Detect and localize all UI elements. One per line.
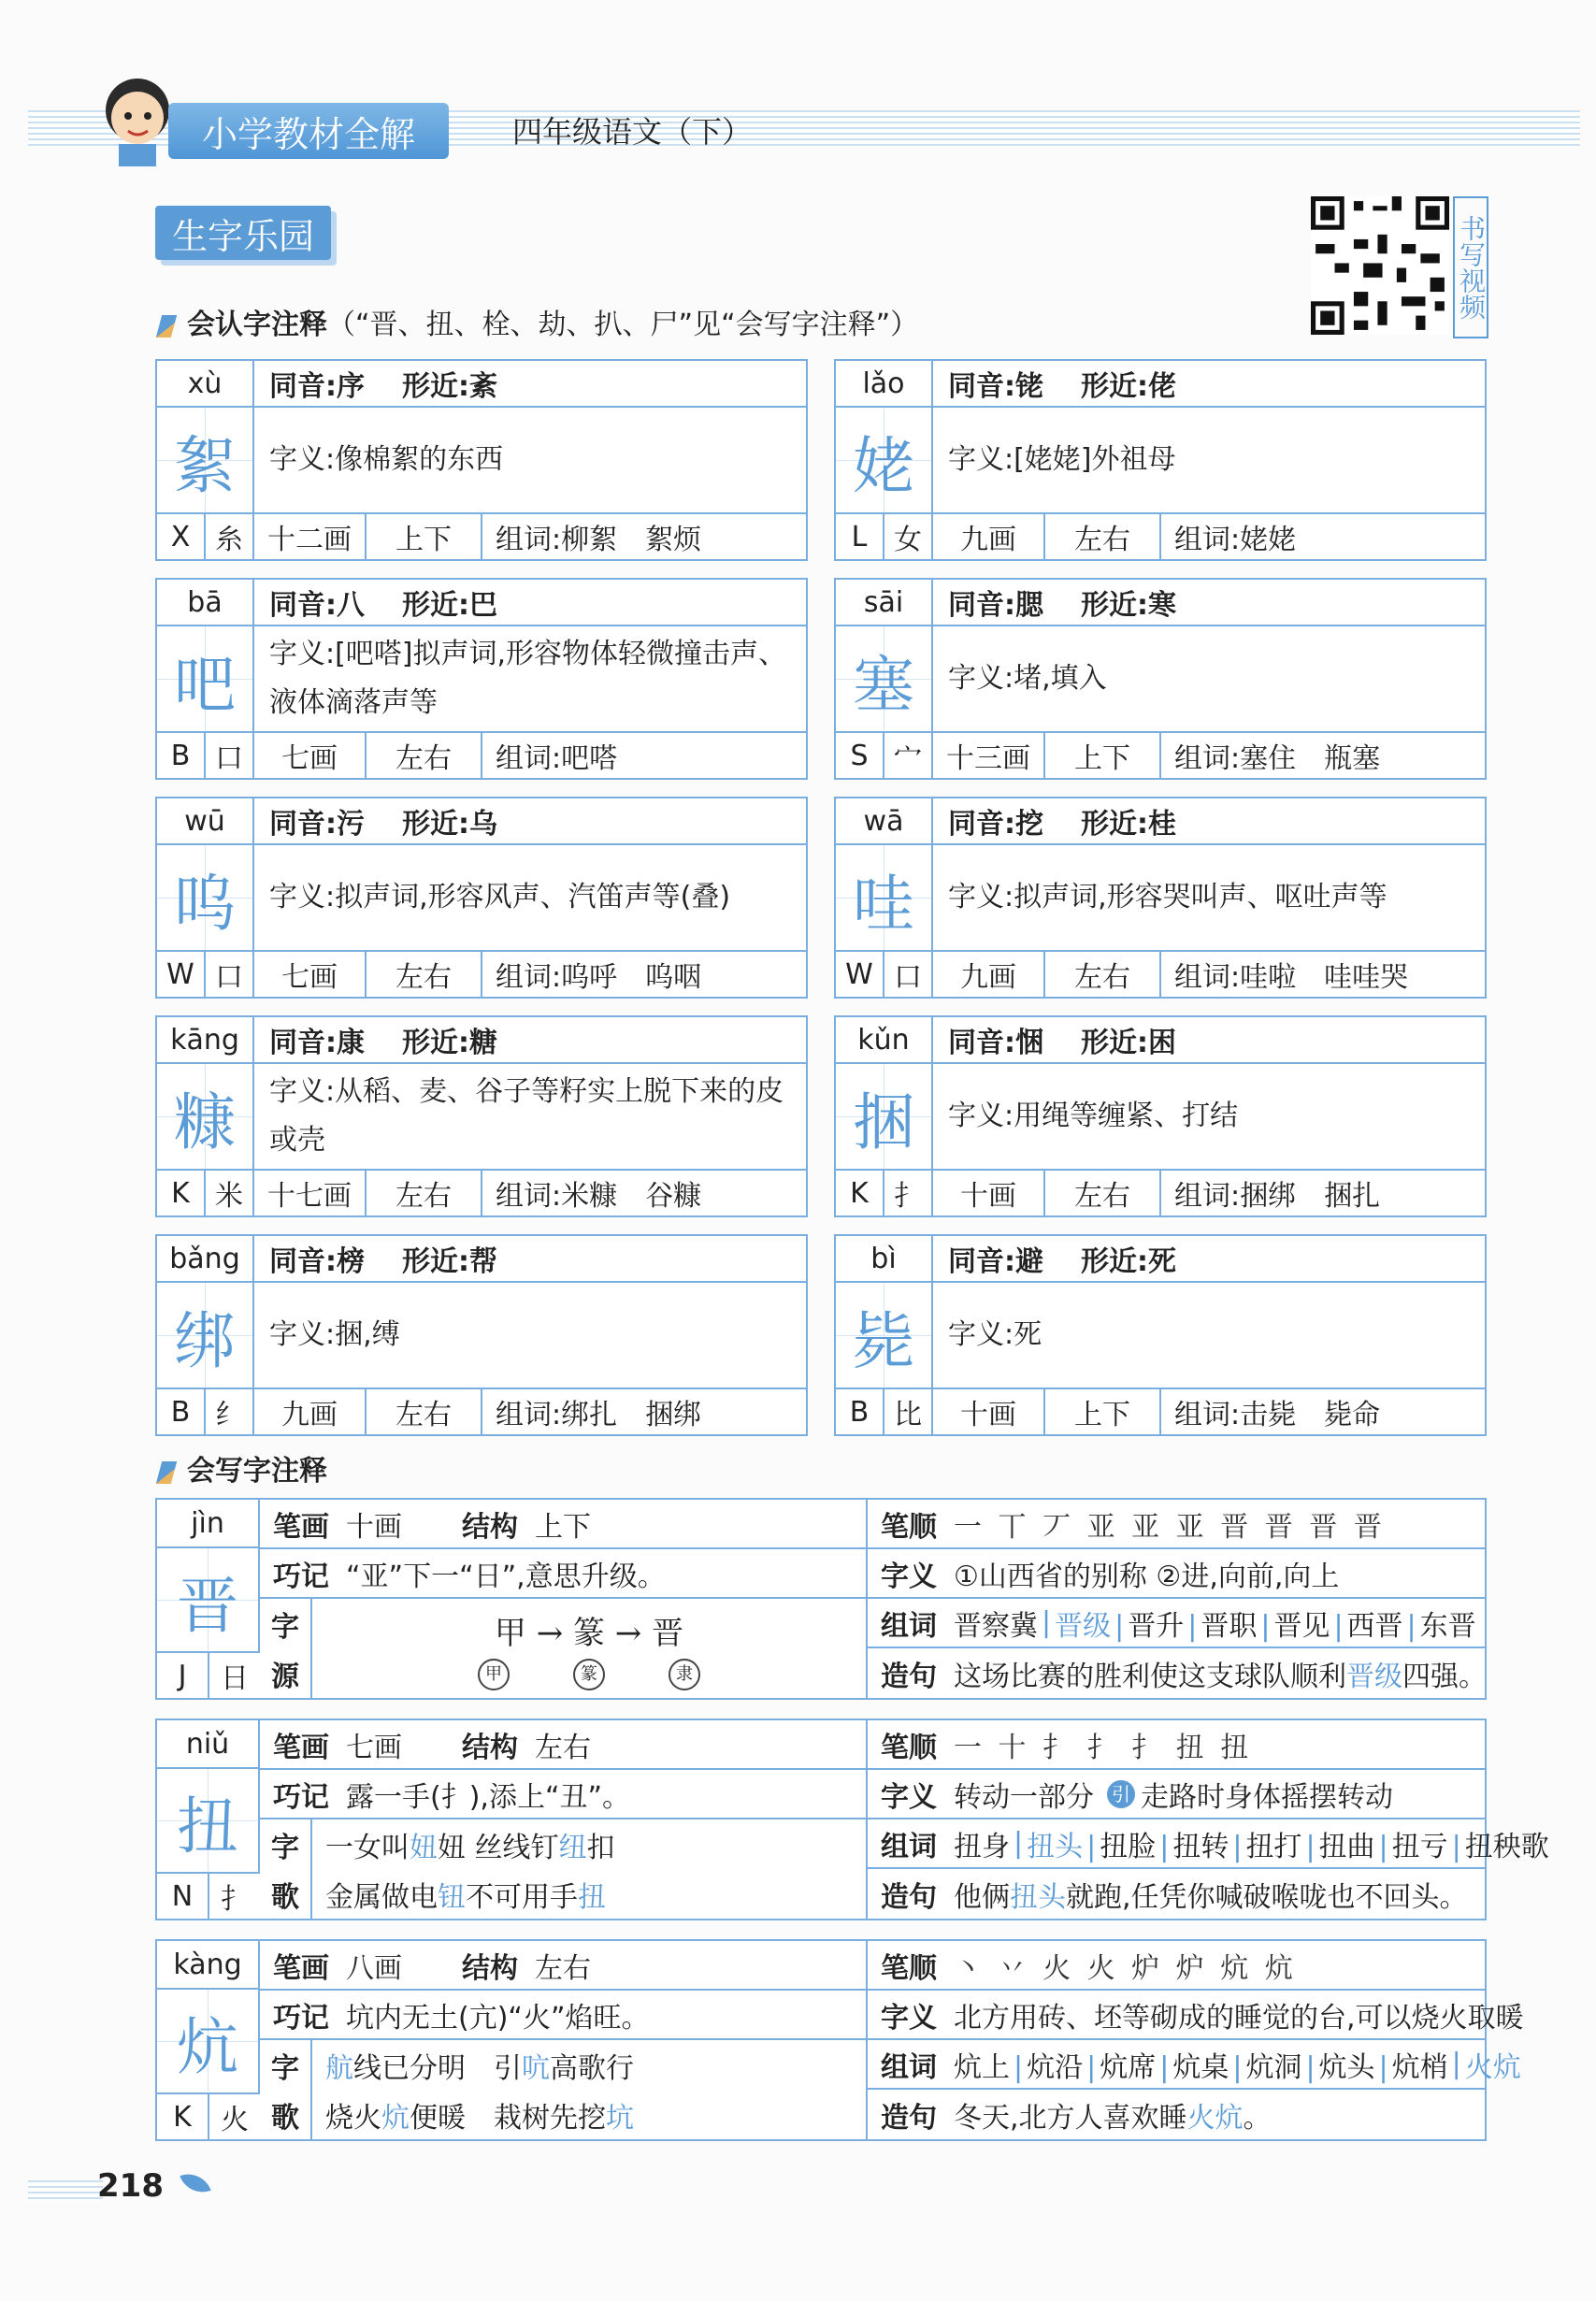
homophone-similar-row	[933, 798, 1485, 845]
words-row: 组词 炕上 | 炕沿 | 炕席 | 炕桌 | 炕洞 | 炕头 | 炕梢 | 火炕	[868, 2040, 1485, 2090]
sentence-post: 四强。	[1402, 1660, 1487, 1693]
structure: 上下	[1045, 733, 1161, 778]
info-row	[157, 1389, 806, 1434]
similar-form: 形近:寒	[1081, 589, 1176, 622]
evolution-script-names	[446, 1659, 732, 1690]
initial-letter: B	[836, 1389, 884, 1434]
tip-label: 巧记	[273, 2001, 329, 2035]
meaning: 字义:从稻、麦、谷子等籽实上脱下来的皮或壳	[254, 1064, 806, 1171]
song-text: 不可用手	[466, 1880, 578, 1914]
similar-form: 形近:桂	[1081, 808, 1176, 841]
homophone: 同音:避	[948, 1245, 1043, 1278]
radical: 日	[221, 1662, 249, 1695]
word: 西晋	[1346, 1609, 1403, 1643]
song-text: 扣	[586, 1831, 615, 1864]
words: 组词:米糠 谷糠	[496, 1180, 702, 1213]
word: 晋职	[1201, 1609, 1258, 1643]
sentence-pre: 这场比赛的胜利使这支球队顺利	[954, 1660, 1346, 1693]
meaning: 字义:用绳等缠紧、打结	[933, 1064, 1485, 1171]
similar-form: 形近:帮	[402, 1245, 497, 1278]
pinyin: bì	[836, 1236, 933, 1283]
stroke-count: 十二画	[254, 514, 367, 559]
song-highlight: 航	[325, 2051, 353, 2085]
strokes-value: 八画	[346, 1951, 402, 1985]
song-label	[260, 1819, 312, 1919]
info-row	[157, 514, 806, 559]
character: 姥	[836, 408, 933, 514]
char-card-wū	[155, 797, 808, 999]
sentence-highlight: 扭头	[1010, 1880, 1066, 1914]
homophone-similar-row	[254, 798, 806, 845]
radical: 口	[206, 733, 254, 778]
stroke-count: 十画	[933, 1171, 1045, 1215]
radical: 女	[884, 514, 933, 559]
strokes-label: 笔画	[273, 1731, 329, 1764]
song-label-b: 歌	[271, 2101, 299, 2135]
sentence-post: 就跑,任凭你喊破喉咙也不回头。	[1066, 1880, 1468, 1914]
word-highlight: 扭头	[1027, 1830, 1084, 1863]
recognize-heading	[159, 301, 918, 342]
stroke-count: 九画	[933, 952, 1045, 997]
section-title: 生字乐园	[155, 206, 331, 260]
stroke-order: 一 丅 丆 亚 亚 亚 晋 晋 晋 晋	[954, 1510, 1386, 1544]
structure-value: 上下	[535, 1510, 591, 1544]
word: 炕梢	[1391, 2050, 1448, 2084]
pinyin: kāng	[157, 1017, 254, 1064]
stroke-order: 丶 丷 火 火 炉 炉 炕 炕	[954, 1951, 1297, 1985]
pinyin: xù	[157, 361, 254, 408]
left-panel	[260, 1720, 868, 1919]
pinyin: wā	[836, 798, 933, 845]
radical: 米	[206, 1171, 254, 1215]
stroke-order-row	[868, 1941, 1485, 1991]
tip-row	[260, 1770, 866, 1819]
initial-letter: X	[157, 514, 206, 559]
homophone-similar-row	[254, 580, 806, 626]
words: 组词:吧嗒	[496, 742, 618, 775]
meaning: 字义:拟声词,形容哭叫声、呕吐声等	[933, 845, 1485, 952]
char-card-xù	[155, 359, 808, 561]
recognize-note: （“晋、扭、栓、劫、扒、尸”见“会写字注释”）	[327, 309, 919, 341]
strokes-value: 十画	[346, 1510, 402, 1544]
strokes-label: 笔画	[273, 1951, 329, 1985]
homophone: 同音:铑	[948, 370, 1043, 403]
song-highlight: 钮	[438, 1880, 466, 1914]
homophone: 同音:挖	[948, 808, 1043, 841]
tip-text: 露一手(扌),添上“丑”。	[346, 1780, 631, 1814]
pinyin: lǎo	[836, 361, 933, 408]
character: 炕	[157, 1990, 260, 2094]
write-card-niu	[155, 1719, 1549, 1920]
word: 扭打	[1245, 1830, 1302, 1863]
meaning: 字义:像棉絮的东西	[254, 408, 806, 514]
char-card-sāi	[834, 578, 1487, 780]
qr-video-label: 书写视频	[1453, 196, 1488, 338]
words: 组词:捆绑 捆扎	[1174, 1180, 1381, 1213]
character: 哇	[836, 845, 933, 952]
similar-form: 形近:紊	[402, 370, 497, 403]
radical: 火	[221, 2104, 249, 2136]
meaning-label: 字义	[881, 1780, 937, 1814]
sentence-post: 。	[1243, 2101, 1272, 2135]
song-highlight: 坑	[606, 2101, 634, 2135]
structure: 左右	[1045, 1171, 1161, 1215]
homophone: 同音:污	[269, 808, 365, 841]
song-highlight: 纽	[558, 1831, 587, 1864]
subject-title: 四年级语文（下）	[512, 114, 753, 150]
pinyin: kǔn	[836, 1017, 933, 1064]
word: 炕桌	[1172, 2050, 1229, 2084]
char-card-bā	[155, 578, 808, 780]
song-text: 高歌行	[550, 2051, 634, 2085]
radical: 口	[206, 952, 254, 997]
homophone-similar-row	[254, 361, 806, 408]
song-line-2	[312, 2090, 866, 2139]
char-card-wā	[834, 797, 1487, 999]
character: 吧	[157, 626, 254, 733]
words: 组词:塞住 瓶塞	[1174, 742, 1381, 775]
char-card-bǎng	[155, 1234, 808, 1436]
write-heading	[159, 1447, 327, 1488]
character: 晋	[157, 1548, 260, 1653]
song-line-1	[312, 2040, 866, 2090]
order-label: 笔顺	[881, 1951, 937, 1985]
song-label-a: 字	[271, 1831, 299, 1864]
info-row	[157, 952, 806, 997]
qr-code-icon[interactable]	[1311, 196, 1449, 335]
right-panel	[868, 1720, 1549, 1919]
song-label	[260, 2040, 312, 2139]
strokes-structure-row	[260, 1720, 866, 1770]
song-text: 一女叫	[325, 1831, 410, 1864]
script-oracle: 甲	[478, 1659, 510, 1690]
info-row	[157, 733, 806, 778]
similar-form: 形近:巴	[402, 589, 497, 622]
character: 扭	[157, 1769, 260, 1874]
origin-label-b: 源	[271, 1660, 299, 1693]
character: 絮	[157, 408, 254, 514]
series-title: 小学教材全解	[168, 103, 449, 159]
homophone-similar-row	[254, 1017, 806, 1064]
words: 组词:哇啦 哇哇哭	[1174, 961, 1409, 994]
structure: 左右	[1045, 952, 1161, 997]
order-label: 笔顺	[881, 1510, 937, 1544]
similar-form: 形近:困	[1081, 1027, 1176, 1059]
initial-letter: L	[836, 514, 884, 559]
right-panel	[868, 1500, 1485, 1698]
structure: 上下	[1045, 1389, 1161, 1434]
left-panel	[260, 1941, 868, 2139]
words: 组词:击毙 毙命	[1174, 1399, 1381, 1431]
strokes-label: 笔画	[273, 1510, 329, 1544]
char-card-kǔn	[834, 1015, 1487, 1217]
words: 组词:姥姥	[1174, 524, 1297, 556]
song-text: 线已分明 引	[353, 2051, 522, 2085]
song-highlight: 扭	[578, 1880, 606, 1914]
radical: 纟	[206, 1389, 254, 1434]
tip-row	[260, 1549, 866, 1599]
song-highlight: 炕	[381, 2101, 410, 2135]
word: 炕洞	[1245, 2050, 1302, 2084]
structure: 左右	[367, 1171, 482, 1215]
structure: 左右	[367, 952, 482, 997]
left-panel	[260, 1500, 868, 1698]
initial-letter: J	[157, 1653, 209, 1698]
initial-letter: B	[157, 1389, 206, 1434]
meaning-row	[868, 1770, 1485, 1819]
radical: 扌	[884, 1171, 933, 1215]
strokes-structure-row	[260, 1500, 866, 1549]
word: 晋升	[1128, 1609, 1185, 1643]
homophone: 同音:榜	[269, 1245, 365, 1278]
script-seal: 篆	[573, 1659, 605, 1690]
meaning-text: ①山西省的别称 ②进,向前,向上	[954, 1560, 1340, 1593]
footer-stripes	[28, 2180, 103, 2201]
homophone: 同音:八	[269, 589, 365, 622]
meaning: 字义:堵,填入	[933, 626, 1485, 733]
word: 扭秧歌	[1464, 1830, 1549, 1863]
similar-form: 形近:佬	[1081, 370, 1176, 403]
sentence-label: 造句	[881, 1660, 937, 1693]
radical: 比	[884, 1389, 933, 1434]
meaning: 字义:[姥姥]外祖母	[933, 408, 1485, 514]
similar-form: 形近:糖	[402, 1027, 497, 1059]
structure-label: 结构	[462, 1731, 518, 1764]
song-text: 妞 丝线钉	[438, 1831, 559, 1864]
write-card-kang	[155, 1939, 1524, 2141]
radical: 糸	[206, 514, 254, 559]
song-text: 便暖 栽树先挖	[410, 2101, 606, 2135]
homophone: 同音:康	[269, 1027, 365, 1059]
meaning-row	[868, 1991, 1524, 2040]
sentence-highlight: 火炕	[1186, 2101, 1244, 2135]
song-label-b: 歌	[271, 1880, 299, 1914]
origin-label-a: 字	[271, 1610, 299, 1644]
character: 毙	[836, 1283, 933, 1389]
sentence-highlight: 晋级	[1346, 1660, 1402, 1693]
initial-letter: W	[836, 952, 884, 997]
song-line-2	[312, 1869, 866, 1919]
origin-label	[260, 1599, 312, 1698]
character-evolution	[312, 1599, 866, 1698]
pinyin: niǔ	[157, 1720, 260, 1769]
char-card-bì	[834, 1234, 1487, 1436]
word: 炕沿	[1027, 2050, 1084, 2084]
index-row	[157, 1874, 260, 1919]
character: 绑	[157, 1283, 254, 1389]
meaning-text: 转动一部分	[954, 1780, 1094, 1814]
stroke-count: 十画	[933, 1389, 1045, 1434]
pencil-icon	[156, 315, 177, 338]
words-label: 组词	[881, 2050, 937, 2084]
character: 呜	[157, 845, 254, 952]
song-highlight: 妞	[410, 1831, 438, 1864]
word: 炕上	[954, 2050, 1010, 2084]
tip-label: 巧记	[273, 1560, 329, 1593]
meaning: 字义:[吧嗒]拟声词,形容物体轻微撞击声、液体滴落声等	[254, 626, 806, 733]
info-row	[836, 514, 1485, 559]
homophone-similar-row	[254, 1236, 806, 1283]
word: 晋察冀	[954, 1609, 1038, 1643]
info-row	[836, 1171, 1485, 1215]
info-row	[836, 1389, 1485, 1434]
song-text: 金属做电	[325, 1880, 438, 1914]
words-label: 组词	[881, 1830, 937, 1863]
initial-letter: K	[157, 2094, 209, 2139]
structure: 左右	[1045, 514, 1161, 559]
char-card-lǎo	[834, 359, 1487, 561]
word: 扭亏	[1391, 1830, 1448, 1863]
tip-label: 巧记	[273, 1780, 329, 1814]
sentence-row	[868, 1869, 1485, 1919]
info-row	[836, 952, 1485, 997]
sentence-row	[868, 2090, 1485, 2139]
char-card-kāng	[155, 1015, 808, 1217]
radical: 口	[884, 952, 933, 997]
homophone-similar-row	[933, 361, 1485, 408]
initial-letter: K	[157, 1171, 206, 1215]
word: 晋见	[1273, 1609, 1330, 1643]
meaning-text: 北方用砖、坯等砌成的睡觉的台,可以烧火取暖	[954, 2001, 1524, 2035]
pinyin: jìn	[157, 1500, 260, 1548]
sentence-row	[868, 1648, 1485, 1698]
pinyin: bǎng	[157, 1236, 254, 1283]
meaning: 字义:捆,缚	[254, 1283, 806, 1389]
meaning-label: 字义	[881, 2001, 937, 2035]
stroke-count: 十三画	[933, 733, 1045, 778]
write-card-jin	[155, 1498, 1487, 1700]
evolution-forms: 甲 → 篆 → 晋	[494, 1614, 684, 1652]
words: 组词:柳絮 絮烦	[496, 524, 702, 556]
stroke-count: 七画	[254, 952, 367, 997]
structure-value: 左右	[535, 1731, 591, 1764]
words-label: 组词	[881, 1609, 937, 1643]
structure-label: 结构	[462, 1510, 518, 1544]
initial-letter: S	[836, 733, 884, 778]
tip-text: 坑内无土(亢)“火”焰旺。	[346, 2001, 650, 2035]
word-highlight: 晋级	[1055, 1609, 1112, 1643]
meaning-label: 字义	[881, 1560, 937, 1593]
stroke-order-row	[868, 1720, 1485, 1770]
info-row	[157, 1171, 806, 1215]
similar-form: 形近:乌	[402, 808, 497, 841]
words: 组词:呜呼 呜咽	[496, 961, 702, 994]
homophone: 同音:序	[269, 370, 365, 403]
word: 扭身	[954, 1830, 1010, 1863]
sentence-label: 造句	[881, 2101, 937, 2135]
meaning-row	[868, 1549, 1485, 1599]
initial-letter: N	[157, 1874, 209, 1919]
initial-letter: W	[157, 952, 206, 997]
stroke-order: 一 十 扌 扌 扌 扭 扭	[954, 1731, 1253, 1764]
stroke-count: 七画	[254, 733, 367, 778]
structure-value: 左右	[535, 1951, 591, 1985]
meaning: 字义:死	[933, 1283, 1485, 1389]
words-row: 组词 扭身 | 扭头 | 扭脸 | 扭转 | 扭打 | 扭曲 | 扭亏 | 扭秧歌	[868, 1819, 1485, 1869]
stroke-order-row	[868, 1500, 1485, 1549]
structure: 左右	[367, 1389, 482, 1434]
word: 炕席	[1100, 2050, 1157, 2084]
meaning: 字义:拟声词,形容风声、汽笛声等(叠)	[254, 845, 806, 952]
pencil-icon	[156, 1461, 177, 1484]
similar-form: 形近:死	[1081, 1245, 1176, 1278]
order-label: 笔顺	[881, 1731, 937, 1764]
homophone-similar-row	[933, 1017, 1485, 1064]
meaning-extended: 走路时身体摇摆转动	[1141, 1780, 1393, 1814]
homophone: 同音:腮	[948, 589, 1043, 622]
tip-text: “亚”下一“日”,意思升级。	[346, 1560, 666, 1593]
strokes-value: 七画	[346, 1731, 402, 1764]
script-clerical: 隶	[669, 1659, 700, 1690]
pinyin: sāi	[836, 580, 933, 626]
song-highlight: 吭	[522, 2051, 550, 2085]
write-heading-text: 会写字注释	[187, 1455, 327, 1488]
structure: 上下	[367, 514, 482, 559]
info-row	[836, 733, 1485, 778]
homophone: 同音:悃	[948, 1027, 1043, 1059]
stroke-count: 九画	[933, 514, 1045, 559]
sentence-label: 造句	[881, 1880, 937, 1914]
character: 捆	[836, 1064, 933, 1171]
word: 扭脸	[1100, 1830, 1157, 1863]
character: 塞	[836, 626, 933, 733]
extended-meaning-badge: 引	[1107, 1780, 1135, 1808]
pinyin: bā	[157, 580, 254, 626]
structure-label: 结构	[462, 1951, 518, 1985]
initial-letter: B	[157, 733, 206, 778]
homophone-similar-row	[933, 580, 1485, 626]
index-row	[157, 1653, 260, 1698]
tip-row	[260, 1991, 866, 2040]
stroke-count: 九画	[254, 1389, 367, 1434]
recognize-heading-text: 会认字注释	[187, 309, 327, 341]
words: 组词:绑扎 捆绑	[496, 1399, 702, 1431]
word: 扭曲	[1318, 1830, 1375, 1863]
character: 糠	[157, 1064, 254, 1171]
radical: 扌	[221, 1883, 249, 1916]
pinyin: wū	[157, 798, 254, 845]
words-row: 组词 晋察冀 | 晋级 | 晋升 | 晋职 | 晋见 | 西晋 | 东晋	[868, 1599, 1485, 1648]
word: 东晋	[1419, 1609, 1476, 1643]
sentence-pre: 他俩	[954, 1880, 1010, 1914]
word: 扭转	[1172, 1830, 1229, 1863]
song-line-1	[312, 1819, 866, 1869]
index-row	[157, 2094, 260, 2139]
song-text: 烧火	[325, 2101, 381, 2135]
pinyin: kàng	[157, 1941, 260, 1990]
page-number: 218	[97, 2167, 164, 2205]
sentence-pre: 冬天,北方人喜欢睡	[954, 2101, 1187, 2135]
word: 炕头	[1318, 2050, 1375, 2084]
word-highlight: 火炕	[1464, 2050, 1521, 2084]
initial-letter: K	[836, 1171, 884, 1215]
stroke-count: 十七画	[254, 1171, 367, 1215]
structure: 左右	[367, 733, 482, 778]
song-label-a: 字	[271, 2051, 299, 2085]
homophone-similar-row	[933, 1236, 1485, 1283]
radical: 宀	[884, 733, 933, 778]
strokes-structure-row	[260, 1941, 866, 1991]
leaf-icon	[180, 2167, 210, 2198]
right-panel	[868, 1941, 1524, 2139]
